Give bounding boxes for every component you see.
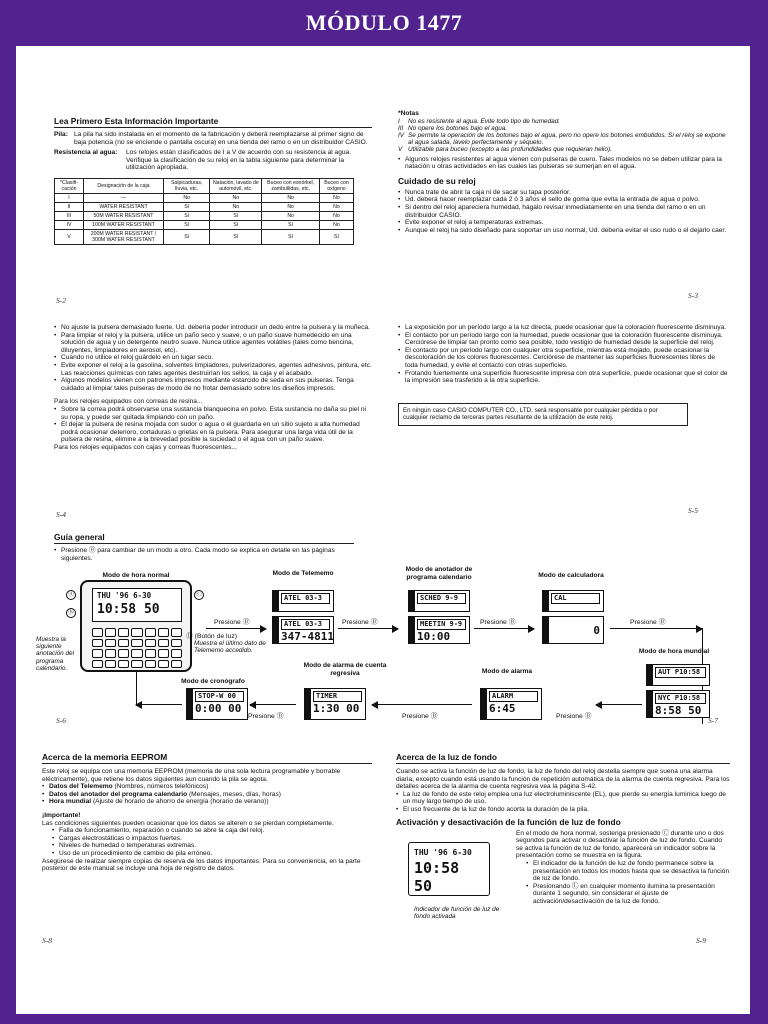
list-item: • El uso frecuente de la luz de fondo acorta la duración de la pila.	[396, 806, 730, 814]
list-item: • Cargas electrostáticas o impactos fuertes.	[52, 835, 372, 843]
page-title: MÓDULO 1477	[305, 10, 463, 35]
list-item: • El contacto por un período largo con cualquier otra superficie, mientras está mojado, puede ocasionar la descoloración de los colores fluorescentes. Cerciórese de mantener las superficies fluorescentes libres de toda humedad, y evite el contacto con otras superficies.	[398, 347, 728, 370]
arrow-left	[372, 704, 472, 705]
section-strap-care	[54, 324, 372, 452]
table-header-row: *Clasifi-cación Designación de la caja Salpicaduras, lluvia, etc. Natación, lavado de automóvil, etc. Buceo con esnórkel, zambullidas, etc. Buceo con oxígeno	[55, 178, 354, 193]
press-b-label: Presione Ⓑ	[402, 713, 438, 720]
notes-title: *Notas	[398, 110, 419, 117]
backlight-text: En el modo de hora normal, sostenga presionado Ⓒ durante uno o dos segundos para activar o desactivar la función de luz de fondo. Cuando se activa la función de luz de fondo, aparecerá un indicador sobre la presentación como se muestra en la figura. • El indicador de la función de luz de fondo permanece sobre la presentación en todos los modos hasta que se desactiva la función de luz de fondo. • Presionando Ⓛ en cualquier momento ilumina la presentación durante 1 segundo, sin considerar el ajuste de activación/desactivación de la luz de fondo.	[516, 830, 730, 906]
section-title: Lea Primero Esta Información Importante	[54, 116, 372, 128]
arrow-left	[596, 704, 642, 705]
list-item: • Nunca trate de abrir la caja ni de sacar su tapa posterior.	[398, 189, 728, 197]
list-item: • Falla de funcionamiento, reparación o cuando se abre la caja del reloj.	[52, 827, 372, 835]
backlight-title: Acerca de la luz de fondo	[396, 752, 730, 764]
table-row: V 200M WATER RESISTANT / 300M WATER RESISTANT Sí Sí Sí Sí	[55, 229, 354, 244]
press-b-label: Presione Ⓑ	[556, 713, 592, 720]
eeprom-closing: Asegúrese de realizar siempre copias de reserva de los datos importantes. Para su conveniencia, en la parte posterior de este manual se incluye una hoja de registro de datos.	[42, 857, 361, 873]
lcd-schedule-1: SCHED 9-9	[408, 590, 470, 612]
label-schedule: Modo de anotador de programa calendario	[405, 566, 473, 581]
watch-display: THU '96 6-30 10:58 50	[92, 588, 182, 622]
telememo-caption: Muestra el último dato de Telememo accedido.	[194, 640, 266, 655]
liability-box: En ningún caso CASIO COMPUTER CO., LTD. será responsable por cualquier pérdida o por cualquier reclamo de terceras partes resultante de la utilización de este reloj.	[398, 403, 688, 426]
list-item: • Evite exponer el reloj a temperaturas extremas.	[398, 219, 728, 227]
page-number: S-7	[708, 716, 718, 725]
lcd-calculator-2: 0	[542, 616, 604, 644]
resin-intro: Para los relojes equipados con correas de resina...	[54, 398, 203, 406]
resin-list	[54, 406, 372, 444]
list-item: • Datos del anotador del programa calendario (Mensajes, meses, días, horas)	[42, 791, 372, 799]
backlight-list	[396, 791, 730, 814]
list-item: • No ajuste la pulsera demasiado fuerte. Ud. debería poder introducir un dedo entre la pulsera y la muñeca.	[54, 324, 372, 332]
button-a: Ⓐ	[67, 592, 74, 598]
page-number: S-2	[56, 296, 66, 305]
list-item: • El dejar la pulsera de resina mojada con sudor o agua o el guardarla en un sitio sujeto a alta humedad podrá ocasionar deterioro, cortaduras o grietas en la pulsera. Para asegurar una larga vida útil de la pulsera de resina, elimine a la brevedad posible la suciedad o el agua con un paño suave.	[54, 421, 372, 444]
list-item: • Para limpiar el reloj y la pulsera, utilice un paño seco y suave, o un paño suave humedecido en una solución de agua y un detergente neutro suave. Nunca utilice agentes volátiles (tales como bencina, diluyentes, limpiadores en aerosol, etc).	[54, 332, 372, 355]
lcd-telememo-1: ATEL 03-3	[272, 590, 334, 612]
battery-paragraph: Pila: La pila ha sido instalada en el momento de la fabricación y deberá reemplazarse al primer signo de baja potencia (no se enciende o pantalla oscura) en una tienda del ramo o en un distribuidor CASIO.	[54, 131, 368, 146]
list-item: • El contacto por un período largo con la humedad, puede ocasionar que la coloración fluorescente disminuya. Cerciórese de limpiar tan pronto como sea posible, todo vestigio de humedad desde la superficie del reloj.	[398, 332, 728, 347]
list-item: • Frotando fuertemente una superficie fluorescente impresa con otra superficie, puede ocasionar que el color de la impresión sea trasferido a la otra superficie.	[398, 370, 728, 385]
arrow-right	[338, 628, 398, 629]
section-important-info	[54, 116, 372, 245]
lcd-world-time-1: AUT P10:58	[646, 664, 710, 686]
page-number: S-4	[56, 510, 66, 519]
important-title: ¡Importante!	[42, 811, 81, 819]
manual-page	[16, 46, 750, 1014]
lcd-countdown: TIMER 1:30 00	[304, 688, 366, 720]
lcd-world-time-2: NYC P10:58 8:58 50	[646, 690, 710, 718]
list-item: • Uso de un procedimiento de cambio de pila erróneo.	[52, 850, 372, 858]
light-button-label: Ⓛ (Botón de luz)	[186, 633, 237, 640]
table-row: II WATER RESISTANT Sí No No No	[55, 202, 354, 211]
list-item: • Si dentro del reloj apareciera humedad, hágalo revisar inmediatamente en una tienda del ramo o en un distribuidor CASIO.	[398, 204, 728, 219]
lcd-telememo-2: ATEL 03-3 347-4811	[272, 616, 334, 644]
watch-keypad	[92, 628, 182, 668]
guide-title: Guía general	[54, 532, 354, 544]
arrow-left	[136, 704, 182, 705]
mode-diagram	[36, 568, 736, 728]
table-row: I — No No No No	[55, 193, 354, 202]
button-b: Ⓑ	[67, 610, 74, 616]
backlight-caption: Indicador de función de luz de fondo activada	[414, 905, 500, 920]
button-c: Ⓒ	[195, 592, 202, 598]
section-backlight	[396, 752, 730, 942]
table-row: IV 100M WATER RESISTANT Sí Sí Sí No	[55, 220, 354, 229]
important-intro: Las condiciones siguientes pueden ocasionar que los datos se alteren o se pierdan completamente.	[42, 819, 334, 827]
list-item: • Algunos modelos vienen con patrones impresos mediante estarcido de seda en sus pulseras. Tenga cuidado al limpiar tales pulseras de modo de no frotar demasiado sobre los diseños impresos.	[54, 377, 372, 392]
lcd-calculator-1: CAL	[542, 590, 604, 612]
note-item: V Utilizable para buceo (excepto a las profundidades que requieran helio).	[398, 146, 612, 154]
press-b-label: Presione Ⓑ	[342, 619, 378, 626]
list-item: • La luz de fondo de este reloj emplea una luz electroluminiscente (EL), que pierde su energía luminica luego de un muy largo tiempo de uso.	[396, 791, 730, 806]
list-item: • Ud. deberá hacer reemplazar cada 2 ó 3 años el sello de goma que evita la entrada de agua o polvo.	[398, 196, 728, 204]
water-resistance-table	[54, 178, 354, 245]
guide-bullets: • Presione Ⓑ para cambiar de un modo a otro. Cada modo se explica en detalle en las páginas siguientes.	[54, 547, 354, 562]
section-eeprom	[42, 752, 372, 873]
eeprom-intro: Este reloj se equipa con una memoria EEPROM (memoria de una sola lectura programable y borrable eléctricamente), que retiene los datos siguientes aun cuando la pila se agota.	[42, 768, 341, 783]
eeprom-title: Acerca de la memoria EEPROM	[42, 752, 372, 764]
list-item: • Cuando no utilice el reloj guárdelo en un lugar seco.	[54, 354, 372, 362]
page-number: S-3	[688, 291, 698, 300]
press-b-label: Presione Ⓑ	[214, 619, 250, 626]
label-stopwatch: Modo de cronógrafo	[181, 678, 245, 685]
watch-illustration	[80, 580, 192, 672]
page-number: S-8	[42, 936, 52, 945]
label-alarm: Modo de alarma	[481, 668, 533, 675]
list-item: • Niveles de humedad o temperaturas extremas.	[52, 842, 372, 850]
care-list	[398, 189, 728, 235]
page-header	[0, 0, 768, 46]
list-item: • Sobre la correa podrá observarse una sustancia blanquecina en polvo. Esta sustancia no daña su piel ni su ropa, y puede ser quitada limpiando con un paño.	[54, 406, 372, 421]
note-item: IV Se permite la operación de los botones bajo el agua, pero no opere los botones embutidos. Si el reloj se expone al agua salada, lávelo perfectamente y séquelo.	[398, 132, 726, 147]
notes-list	[398, 110, 728, 154]
care-title: Cuidado de su reloj	[398, 175, 476, 186]
list-item: • Presionando Ⓛ en cualquier momento ilumina la presentación durante 1 segundo, sin considerar el ajuste de activación/desactivación de la luz de fondo.	[526, 883, 730, 906]
water-resistance-paragraph: Resistencia al agua: Los relojes están clasificados de I a V de acuerdo con su resistencia al agua. Verifique la clasificación de su reloj en la tabla siguiente para determinar la utilización apropiada.	[54, 149, 352, 172]
label-world-time: Modo de hora mundial	[638, 648, 710, 655]
section-fluorescent	[398, 324, 728, 426]
lcd-schedule-2: MEETIN 9-9 10:00	[408, 616, 470, 644]
fluor-intro: Para los relojes equipados con cajas y correas fluorescentes...	[54, 443, 237, 451]
conditions-list	[42, 827, 372, 857]
list-item: • La exposición por un período largo a la luz directa, puede ocasionar que la coloración fluorescente disminuya.	[398, 324, 728, 332]
page-number: S-5	[688, 506, 698, 515]
arrow-right	[474, 628, 534, 629]
fluorescent-list	[398, 324, 728, 385]
schedule-caption: Muestra la siguiente anotación del programa calendario.	[36, 636, 75, 672]
press-b-label: Presione Ⓑ	[248, 713, 284, 720]
label-countdown: Modo de alarma de cuenta regresiva	[303, 662, 387, 677]
section-general-guide	[54, 532, 714, 562]
table-row: III 50M WATER RESISTANT Sí Sí No No	[55, 211, 354, 220]
notes-extra: • Algunos relojes resistentes al agua vienen con pulseras de cuero. Tales modelos no se deben utilizar para la natación u otras actividades en las cuales las pulseras se sumerjan en el agua.	[398, 156, 728, 171]
list-item: • Evite exponer el reloj a la gasolina, solventes limpiadores, pulverizadores, agentes adhesivos, pintura, etc. Las reacciones químicas con tales agentes destruirían los sellos, la caja y el acabado.	[54, 362, 372, 377]
label-timekeeping: Modo de hora normal	[102, 572, 170, 579]
backlight-intro: Cuando se activa la función de luz de fondo, la luz de fondo del reloj destella siempre que suena una alarma diaria, excepto cuando está usando la función de repetición automática de la alarma de cuenta regresiva. Para los detalles acerca de la alarma de cuenta regresiva vea la página S-42.	[396, 768, 730, 791]
backlight-watch-display: THU '96 6-30 10:58 50	[408, 842, 490, 896]
page-number: S-6	[56, 716, 66, 725]
list-item: • Hora mundial (Ajuste de horario de ahorro de energía (horario de verano))	[42, 798, 372, 806]
list-item: • El indicador de la función de luz de fondo permanece sobre la presentación en todos los modos hasta que se desactiva la función de luz de fondo.	[526, 860, 730, 883]
press-b-label: Presione Ⓑ	[480, 619, 516, 626]
lcd-stopwatch: STOP-W 00 0:00 00	[186, 688, 248, 720]
page-number: S-9	[696, 936, 706, 945]
label-calculator: Modo de calculadora	[538, 572, 604, 579]
lcd-alarm: ALARM 6:45	[480, 688, 542, 720]
section-notes-care	[398, 110, 728, 234]
backlight-body	[396, 830, 730, 942]
note-item: I No es resistente al agua. Evite todo tipo de humedad.	[398, 117, 561, 125]
press-b-label: Presione Ⓑ	[630, 619, 666, 626]
backlight-sub-list	[516, 860, 730, 906]
label-telememo: Modo de Telememo	[272, 570, 334, 577]
backlight-subtitle: Activación y desactivación de la función de luz de fondo	[396, 816, 621, 827]
arrow-right	[610, 628, 702, 629]
eeprom-data-list	[42, 783, 372, 806]
strap-list	[54, 324, 372, 392]
note-item: III No opere los botones bajo el agua.	[398, 124, 508, 132]
list-item: • Datos del Telememo (Nombres, números telefónicos)	[42, 783, 372, 791]
list-item: • Aunque el reloj ha sido diseñado para soportar un uso normal, Ud. debería evitar el uso rudo o el dejarlo caer.	[398, 227, 728, 235]
arrow-right	[206, 628, 266, 629]
arrow-left	[250, 704, 296, 705]
